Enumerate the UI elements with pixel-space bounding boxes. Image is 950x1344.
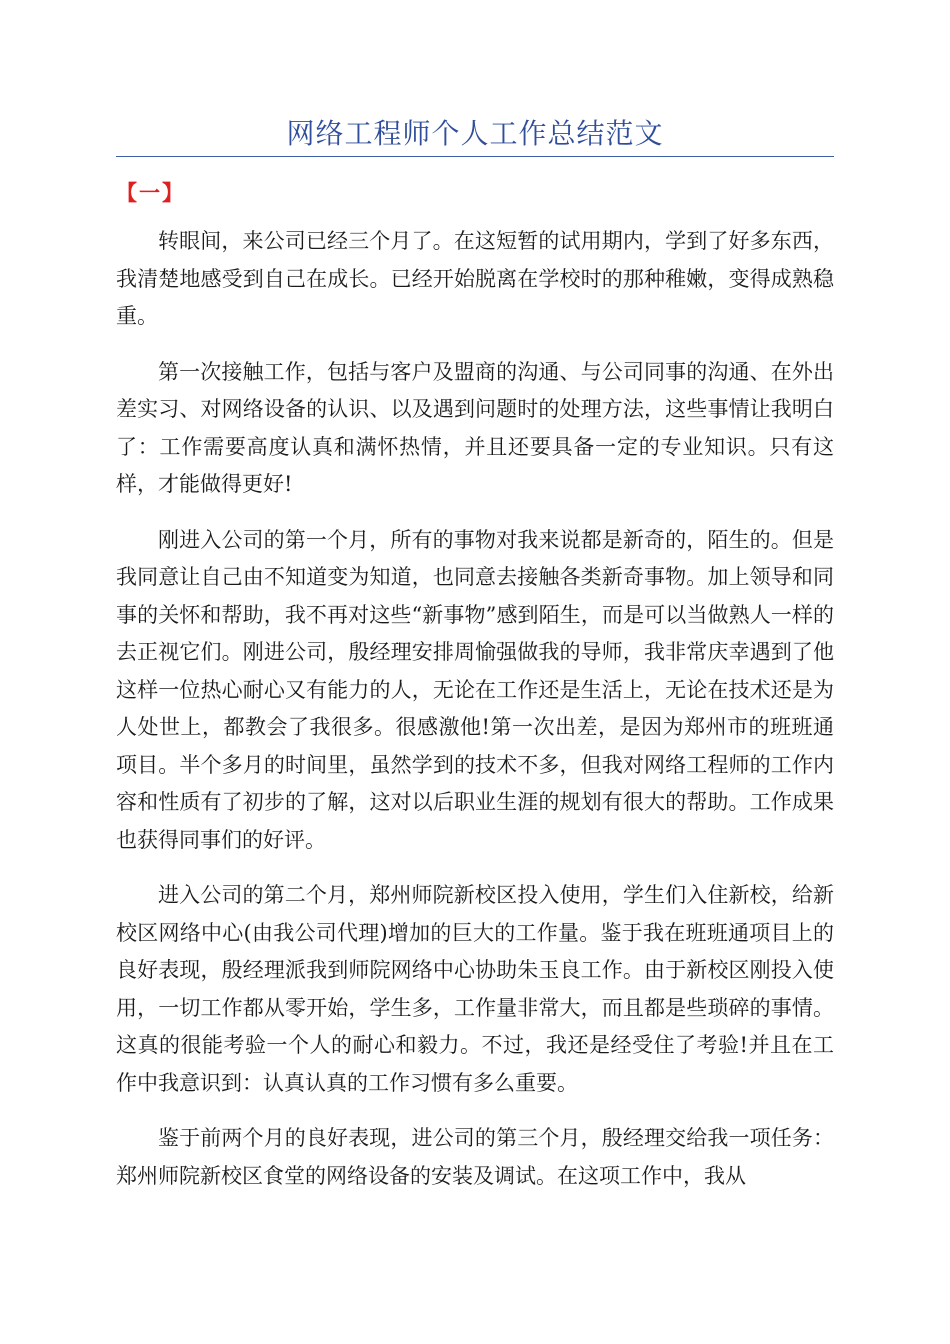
paragraph: 第一次接触工作，包括与客户及盟商的沟通、与公司同事的沟通、在外出差实习、对网络设备的认识、以及遇到问题时的处理方法，这些事情让我明白了：工作需要高度认真和满怀热情，并且还要具备一定的专业知识。只有这样，才能做得更好!	[116, 359, 834, 496]
paragraph: 转眼间，来公司已经三个月了。在这短暂的试用期内，学到了好多东西，我清楚地感受到自己在成长。已经开始脱离在学校时的那种稚嫩，变得成熟稳重。	[116, 229, 834, 328]
paragraph: 刚进入公司的第一个月，所有的事物对我来说都是新奇的，陌生的。但是我同意让自己由不知道变为知道，也同意去接触各类新奇事物。加上领导和同事的关怀和帮助，我不再对这些“新事物”感到陌生，而是可以当做熟人一样的去正视它们。刚进公司，殷经理安排周愉强做我的导师，我非常庆幸遇到了他这样一位热心耐心又有能力的人，无论在工作还是生活上，无论在技术还是为人处世上，都教会了我很多。很感激他!第一次出差，是因为郑州市的班班通项目。半个多月的时间里，虽然学到的技术不多，但我对网络工程师的工作内容和性质有了初步的了解，这对以后职业生涯的规划有很大的帮助。工作成果也获得同事们的好评。	[116, 527, 834, 852]
document-title: 网络工程师个人工作总结范文	[286, 117, 664, 150]
paragraph: 鉴于前两个月的良好表现，进公司的第三个月，殷经理交给我一项任务：郑州师院新校区食堂的网络设备的安装及调试。在这项工作中，我从	[116, 1126, 834, 1188]
document-body	[116, 223, 834, 1213]
section-heading: 【一】	[116, 180, 185, 205]
title-divider	[116, 156, 834, 157]
paragraph: 进入公司的第二个月，郑州师院新校区投入使用，学生们入住新校，给新校区网络中心(由我公司代理)增加的巨大的工作量。鉴于我在班班通项目上的良好表现，殷经理派我到师院网络中心协助朱玉良工作。由于新校区刚投入使用，一切工作都从零开始，学生多，工作量非常大，而且都是些琐碎的事情。这真的很能考验一个人的耐心和毅力。不过，我还是经受住了考验!并且在工作中我意识到：认真认真的工作习惯有多么重要。	[116, 883, 834, 1095]
